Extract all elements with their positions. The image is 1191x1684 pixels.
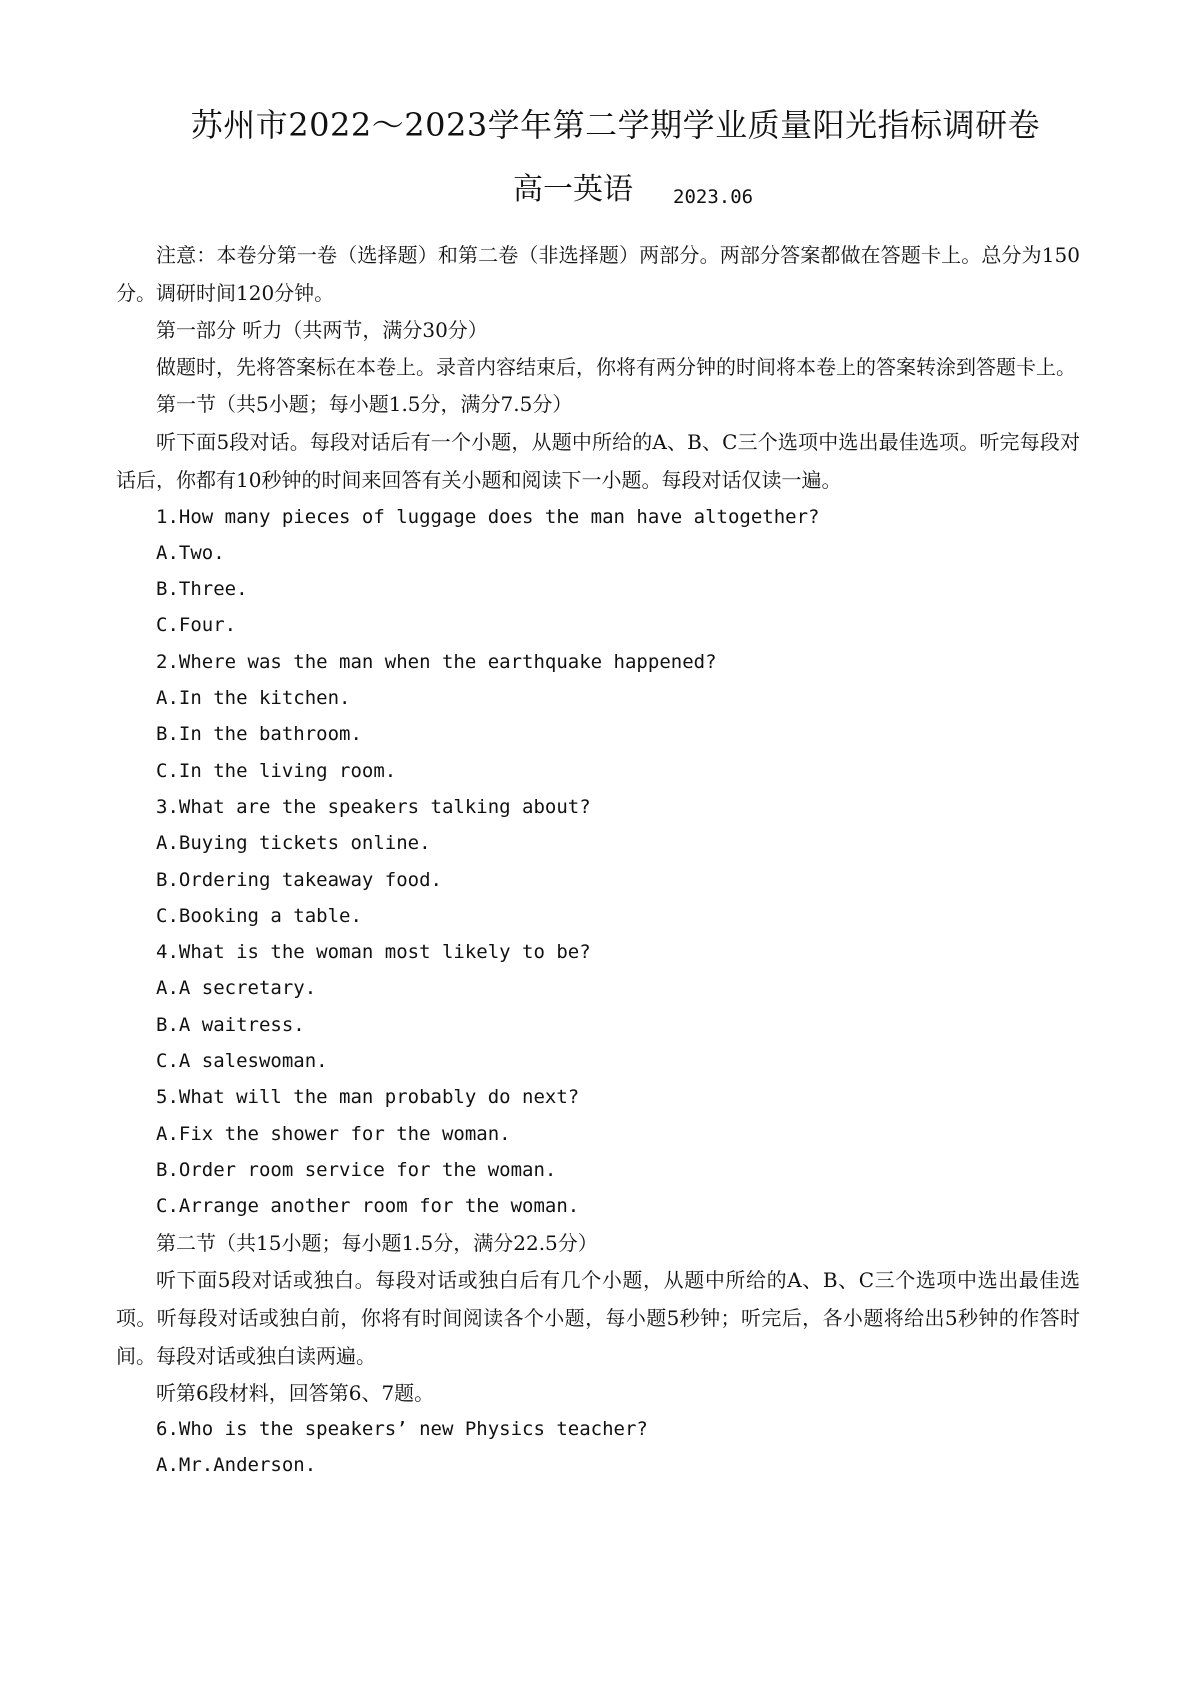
exam-content — [116, 236, 1080, 1484]
option-b: B.In the bathroom. — [156, 723, 362, 746]
part1-instructions: 做题时，先将答案标在本卷上。录音内容结束后，你将有两分钟的时间将本卷上的答案转涂到答题卡上。 — [156, 355, 1076, 380]
question-text: 6.Who is the speakers’ new Physics teacher? — [156, 1418, 648, 1441]
option-a: A.Fix the shower for the woman. — [156, 1122, 511, 1145]
question-text: 5.What will the man probably do next? — [156, 1086, 580, 1109]
option-c: C.A saleswoman. — [156, 1050, 328, 1073]
question-text: 3.What are the speakers talking about? — [156, 795, 591, 818]
option-c: C.In the living room. — [156, 759, 397, 782]
option-b: B.A waitress. — [156, 1013, 305, 1036]
question-text: 4.What is the woman most likely to be? — [156, 941, 591, 964]
material-6-heading: 听第6段材料，回答第6、7题。 — [156, 1380, 435, 1405]
section2-instructions: 听下面5段对话或独白。每段对话或独白后有几个小题，从题中所给的A、B、C三个选项中选出最佳选项。听每段对话或独白前，你将有时间阅读各个小题，每小题5秒钟；听完后，各小题将给出5秒钟的作答时间。每段对话或独白读两遍。 — [116, 1267, 1080, 1368]
option-b: B.Three. — [156, 578, 248, 601]
section1-heading: 第一节（共5小题；每小题1.5分，满分7.5分） — [156, 392, 573, 417]
option-a: A.In the kitchen. — [156, 687, 351, 710]
option-a: A.Mr.Anderson. — [156, 1454, 317, 1477]
question-6 — [116, 1411, 1080, 1484]
part1-heading: 第一部分 听力（共两节，满分30分） — [156, 318, 488, 342]
question-2 — [116, 644, 1080, 789]
exam-date: 2023.06 — [673, 186, 754, 208]
question-text: 2.Where was the man when the earthquake happened? — [156, 650, 717, 673]
question-4 — [116, 934, 1080, 1079]
question-1 — [116, 499, 1080, 644]
subtitle-row — [0, 168, 1191, 212]
option-c: C.Four. — [156, 614, 237, 637]
question-3 — [116, 789, 1080, 934]
option-c: C.Arrange another room for the woman. — [156, 1195, 580, 1218]
option-b: B.Ordering takeaway food. — [156, 868, 442, 891]
question-text: 1.How many pieces of luggage does the man have altogether? — [156, 505, 820, 528]
question-5 — [116, 1079, 1080, 1224]
option-a: A.A secretary. — [156, 977, 317, 1000]
option-a: A.Two. — [156, 541, 225, 564]
section2-heading: 第二节（共15小题；每小题1.5分，满分22.5分） — [156, 1230, 598, 1255]
option-b: B.Order room service for the woman. — [156, 1158, 557, 1181]
section1-instructions: 听下面5段对话。每段对话后有一个小题，从题中所给的A、B、C三个选项中选出最佳选项。听完每段对话后，你都有10秒钟的时间来回答有关小题和阅读下一小题。每段对话仅读一遍。 — [116, 429, 1080, 492]
notice-paragraph: 注意：本卷分第一卷（选择题）和第二卷（非选择题）两部分。两部分答案都做在答题卡上。总分为150分。调研时间120分钟。 — [116, 243, 1080, 305]
option-a: A.Buying tickets online. — [156, 832, 431, 855]
exam-title: 苏州市2022～2023学年第二学期学业质量阳光指标调研卷 — [190, 106, 1041, 144]
subject-title: 高一英语 — [513, 172, 633, 207]
option-c: C.Booking a table. — [156, 904, 362, 927]
